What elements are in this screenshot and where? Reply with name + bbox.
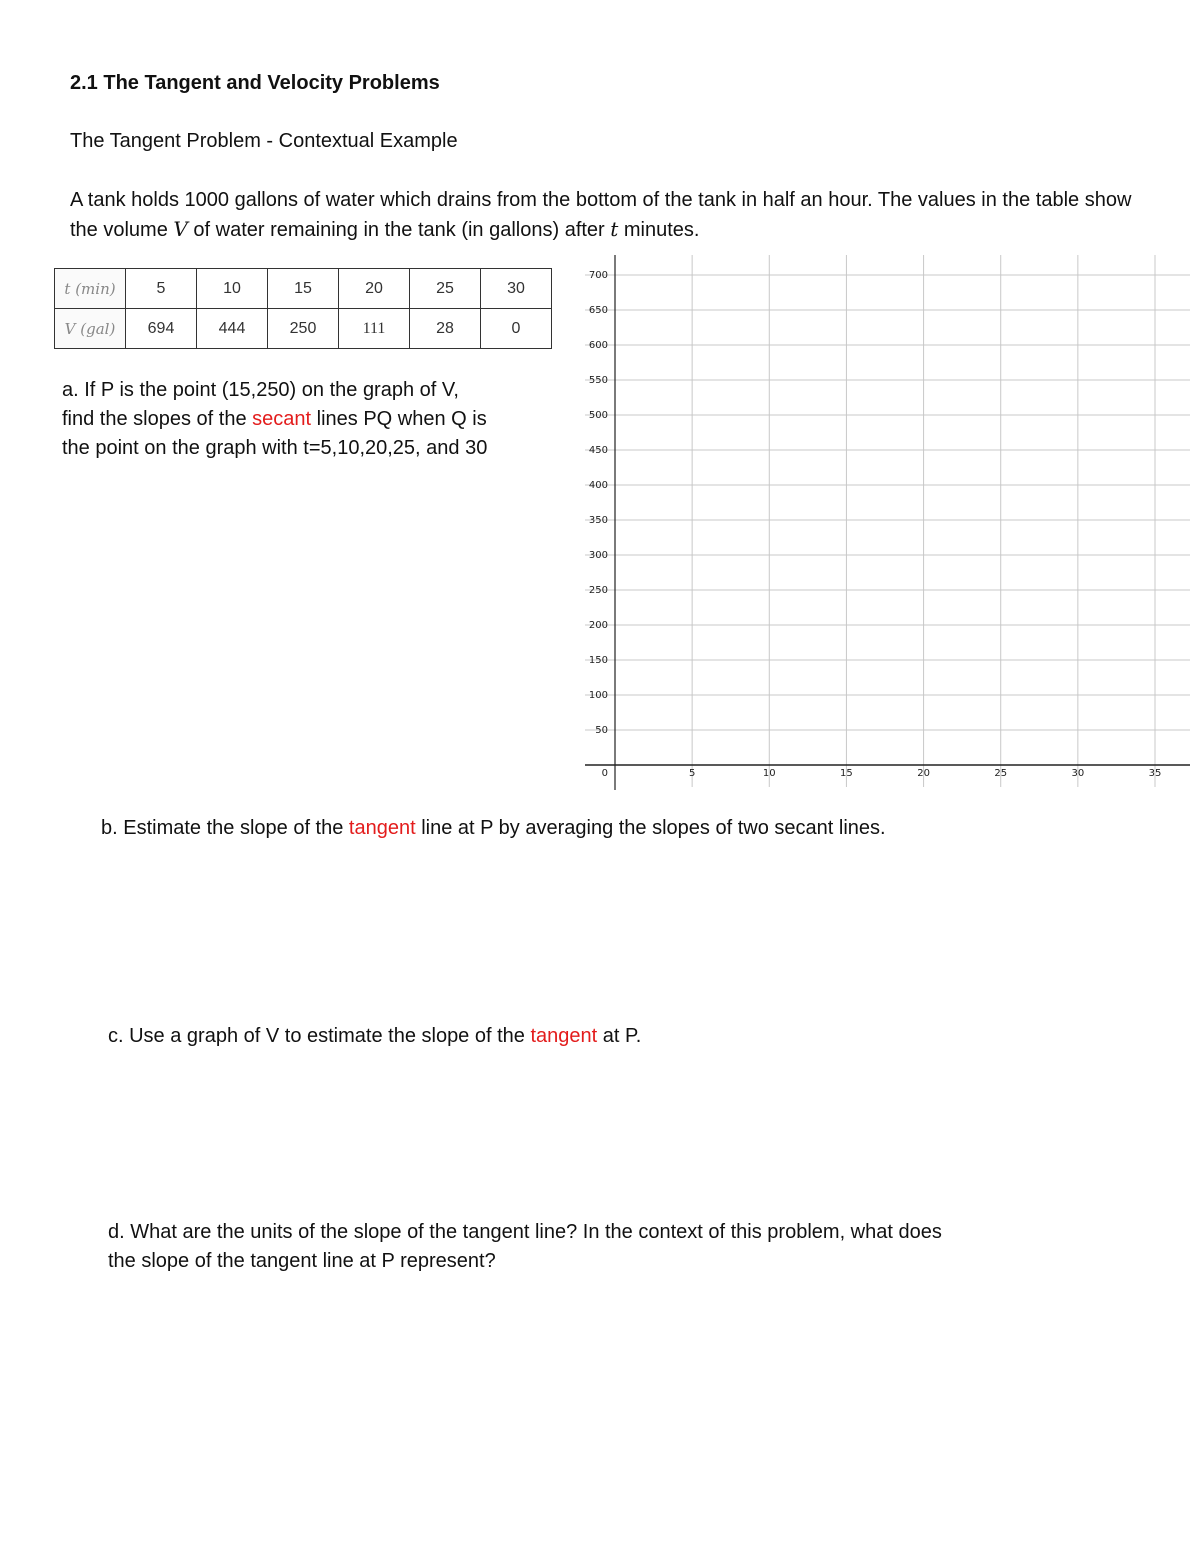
table-row-t (55, 269, 552, 309)
question-a-line3: the point on the graph with t=5,10,20,25, and 30 (62, 437, 488, 459)
table-cell: 694 (126, 309, 197, 349)
page-title: 2.1 The Tangent and Velocity Problems (70, 72, 440, 94)
question-d (108, 1218, 1068, 1276)
y-tick-label: 600 (588, 340, 608, 351)
x-tick-label: 5 (688, 768, 696, 779)
intro-paragraph (70, 186, 1140, 245)
y-tick-label: 100 (588, 690, 608, 701)
y-tick-label: 350 (588, 515, 608, 526)
question-a (62, 376, 562, 463)
table-cell: 10 (197, 269, 268, 309)
tangent-highlight: tangent (530, 1025, 598, 1047)
table-cell: 28 (410, 309, 481, 349)
y-tick-label: 300 (588, 550, 608, 561)
x-tick-label: 35 (1148, 768, 1162, 779)
y-tick-label: 200 (588, 620, 608, 631)
data-table (54, 268, 552, 349)
question-a-line2: find the slopes of the secant lines PQ when Q is (62, 408, 487, 430)
table-cell: 250 (268, 309, 339, 349)
table-cell: 20 (339, 269, 410, 309)
intro-var-v: V (173, 217, 188, 241)
y-tick-label: 650 (588, 305, 608, 316)
table-cell: 30 (481, 269, 552, 309)
question-b: b. Estimate the slope of the tangent line at P by averaging the slopes of two secant lines. (101, 817, 886, 839)
y-tick-label: 700 (588, 270, 608, 281)
y-tick-labels (589, 270, 608, 736)
axes (585, 255, 1190, 790)
question-d-line1: d. What are the units of the slope of the tangent line? In the context of this problem, what does (108, 1221, 942, 1243)
intro-var-t: t (610, 217, 619, 241)
grid-lines (585, 255, 1190, 787)
x-tick-label: 20 (917, 768, 930, 779)
table-cell: 111 (339, 309, 410, 349)
y-tick-label: 550 (588, 375, 608, 386)
x-tick-label: 15 (840, 768, 853, 779)
y-tick-label: 250 (588, 585, 608, 596)
intro-text-3: minutes. (618, 219, 700, 241)
x-tick-label: 0 (601, 768, 608, 779)
y-tick-label: 150 (588, 655, 608, 666)
y-tick-label: 50 (595, 725, 608, 736)
question-c: c. Use a graph of V to estimate the slope of the tangent at P. (108, 1025, 642, 1047)
x-tick-label: 30 (1071, 768, 1085, 779)
x-tick-label: 10 (762, 768, 776, 779)
tangent-highlight: tangent (348, 817, 416, 839)
question-d-line2: the slope of the tangent line at P represent? (108, 1250, 496, 1272)
intro-text-2: of water remaining in the tank (in gallons) after (187, 219, 611, 241)
table-cell: 5 (126, 269, 197, 309)
secant-highlight: secant (252, 408, 312, 430)
y-tick-label: 450 (588, 445, 608, 456)
graph-grid (560, 245, 1190, 795)
table-cell: 444 (197, 309, 268, 349)
section-subtitle: The Tangent Problem - Contextual Example (70, 130, 458, 152)
table-row-v (55, 309, 552, 349)
table-cell: 25 (410, 269, 481, 309)
x-tick-labels (602, 768, 1162, 779)
intro-text-1: A tank holds 1000 gallons of water which drains from the bottom of the tank in half an hour. The values in the table show the volume (70, 189, 1132, 241)
table-header-t: t (min) (55, 269, 126, 309)
table-header-v: V (gal) (55, 309, 126, 349)
question-a-line1: a. If P is the point (15,250) on the graph of V, (62, 379, 459, 401)
x-tick-label: 25 (994, 768, 1008, 779)
table-cell: 15 (268, 269, 339, 309)
table-cell: 0 (481, 309, 552, 349)
y-tick-label: 400 (588, 480, 608, 491)
y-tick-label: 500 (588, 410, 608, 421)
